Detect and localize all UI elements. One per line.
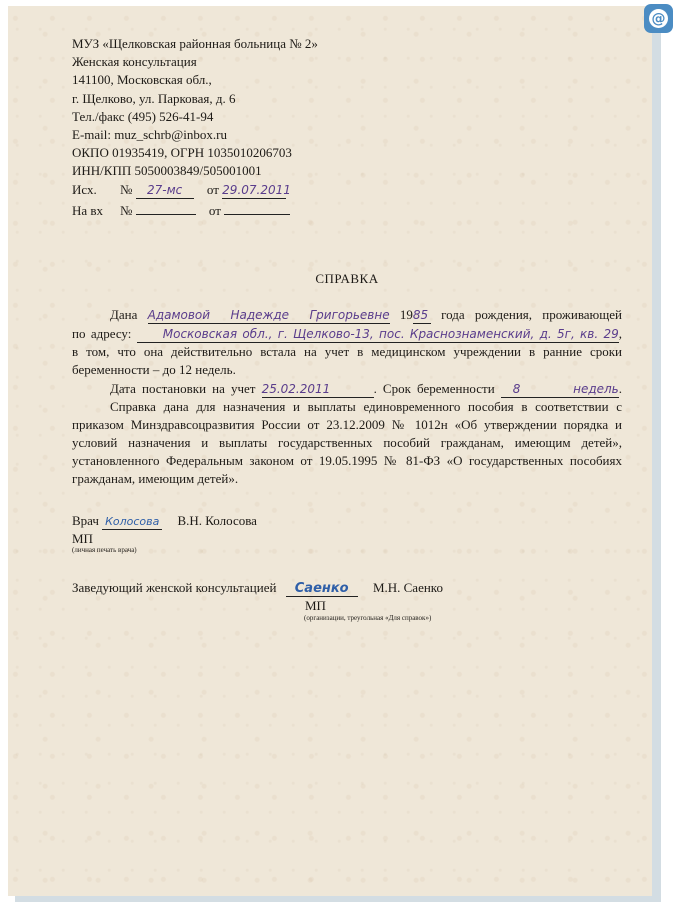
doctor-stamp-mark: МП bbox=[72, 531, 93, 546]
address-comma: , bbox=[618, 326, 622, 341]
head-stamp-note: (организации, треугольная «Для справок») bbox=[304, 614, 432, 622]
term-period: . bbox=[618, 381, 623, 396]
document-title: СПРАВКА bbox=[315, 271, 379, 286]
pregnancy-term-text: 8 недель bbox=[512, 382, 619, 396]
outgoing-from-label: от bbox=[206, 182, 219, 197]
address-line-2: г. Щелково, ул. Парковая, д. 6 bbox=[72, 91, 236, 106]
doctor-stamp-note: (личная печать врача) bbox=[72, 546, 137, 554]
body-line-4: беременности – до 12 недель. bbox=[72, 362, 236, 377]
pregnancy-term bbox=[501, 382, 619, 398]
okpo-ogrn: ОКПО 01935419, ОГРН 1035010206703 bbox=[72, 145, 292, 160]
incoming-number-blank bbox=[136, 199, 196, 215]
incoming-row bbox=[72, 199, 290, 220]
head-label: Заведующий женской консультацией bbox=[72, 580, 277, 595]
inn-kpp: ИНН/КПП 5050003849/505001001 bbox=[72, 163, 262, 178]
outgoing-row bbox=[72, 181, 291, 199]
head-name: М.Н. Саенко bbox=[372, 580, 443, 595]
doctor-name: В.Н. Колосова bbox=[177, 513, 257, 528]
address-label: по адресу: bbox=[72, 326, 132, 341]
incoming-from-label: от bbox=[208, 203, 221, 218]
head-row bbox=[72, 579, 443, 597]
email: E-mail: muz_schrb@inbox.ru bbox=[72, 127, 227, 142]
after-year-text: года рождения, проживающей bbox=[441, 307, 623, 322]
given-label: Дана bbox=[110, 307, 138, 322]
outgoing-number: 27-мс bbox=[136, 183, 194, 199]
body-line-3: в том, что она действительно встала на учет в медицинском учреждении в ранние сроки bbox=[72, 344, 622, 359]
body-line-1 bbox=[72, 306, 622, 324]
incoming-number-sign: № bbox=[120, 203, 133, 218]
doctor-row bbox=[72, 512, 257, 530]
patient-name: Адамовой Надежде Григорьевне bbox=[147, 308, 390, 322]
patient-address bbox=[137, 327, 619, 343]
outgoing-label: Исх. bbox=[72, 182, 97, 197]
registration-date: 25.02.2011 bbox=[262, 382, 374, 398]
term-label: . Срок беременности bbox=[373, 381, 495, 396]
outgoing-date: 29.07.2011 bbox=[222, 183, 291, 197]
birth-year: 85 bbox=[413, 308, 431, 324]
site-logo[interactable] bbox=[644, 4, 673, 33]
body-line-2 bbox=[72, 325, 622, 343]
incoming-label: На вх bbox=[72, 203, 104, 218]
doctor-signature: Колосова bbox=[102, 514, 162, 530]
incoming-date-blank bbox=[224, 199, 290, 215]
head-stamp-mark: МП bbox=[305, 598, 326, 613]
doctor-label: Врач bbox=[72, 513, 99, 528]
at-sign-icon: @ bbox=[649, 9, 668, 28]
outgoing-number-sign: № bbox=[120, 182, 133, 197]
department: Женская консультация bbox=[72, 54, 197, 69]
patient-address-text: Московская обл., г. Щелково-13, пос. Краснознаменский, д. 5г, кв. 29 bbox=[162, 327, 619, 341]
year-prefix: 19 bbox=[399, 307, 413, 322]
registration-label: Дата постановки на учет bbox=[110, 381, 256, 396]
purpose-paragraph: Справка дана для назначения и выплаты единовременного пособия в соответствии с приказом Минздравсоцразвития России от 23.12.2009 № 1012н «Об утверждении порядка и условий назначения и выплаты государственных пособий гражданам, имеющим детей», установленного Федеральным законом от 19.05.1995 № 81-ФЗ «О государственных пособиях гражданам, имеющим детей». bbox=[72, 399, 622, 486]
org-name: МУЗ «Щелковская районная больница № 2» bbox=[72, 36, 318, 51]
head-signature: Саенко bbox=[286, 581, 358, 597]
registration-row bbox=[72, 380, 622, 398]
phone: Тел./факс (495) 526-41-94 bbox=[72, 109, 214, 124]
address-line-1: 141100, Московская обл., bbox=[72, 72, 212, 87]
